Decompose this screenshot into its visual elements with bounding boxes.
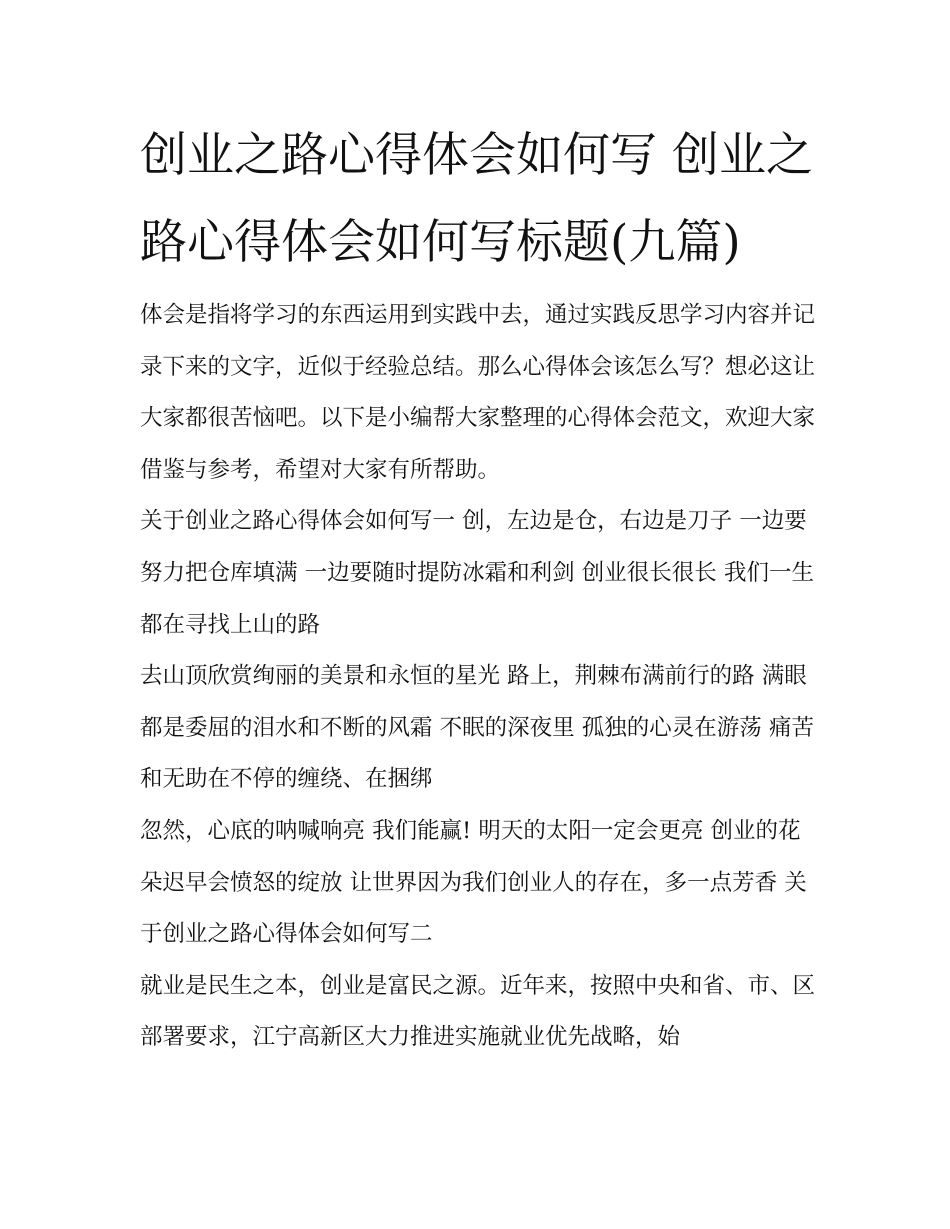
document-title: 创业之路心得体会如何写 创业之路心得体会如何写标题(九篇) [140, 128, 813, 270]
document-page [140, 112, 820, 1064]
paragraph-2: 去山顶欣赏绚丽的美景和永恒的星光 路上，荆棘布满前行的路 满眼都是委屈的泪水和不断的风霜 不眠的深夜里 孤独的心灵在游荡 痛苦和无助在不停的缠绕、在捆绑 [140, 663, 814, 793]
paragraph-4: 就业是民生之本，创业是富民之源。近年来，按照中央和省、市、区部署要求，江宁高新区大力推进实施就业优先战略，始 [140, 972, 816, 1051]
paragraph-intro: 体会是指将学习的东西运用到实践中去，通过实践反思学习内容并记录下来的文字，近似于经验总结。那么心得体会该怎么写？想必这让大家都很苦恼吧。以下是小编帮大家整理的心得体会范文，欢迎大家借鉴与参考，希望对大家有所帮助。 [140, 302, 816, 483]
paragraph-1: 关于创业之路心得体会如何写一 创，左边是仓，右边是刀子 一边要努力把仓库填满 一边要随时提防冰霜和利剑 创业很长很长 我们一生都在寻找上山的路 [140, 508, 814, 638]
paragraph-3: 忽然，心底的呐喊响亮 我们能赢! 明天的太阳一定会更亮 创业的花朵迟早会愤怒的绽放 让世界因为我们创业人的存在，多一点芳香 关于创业之路心得体会如何写二 [140, 817, 807, 948]
document-body [140, 290, 820, 1064]
